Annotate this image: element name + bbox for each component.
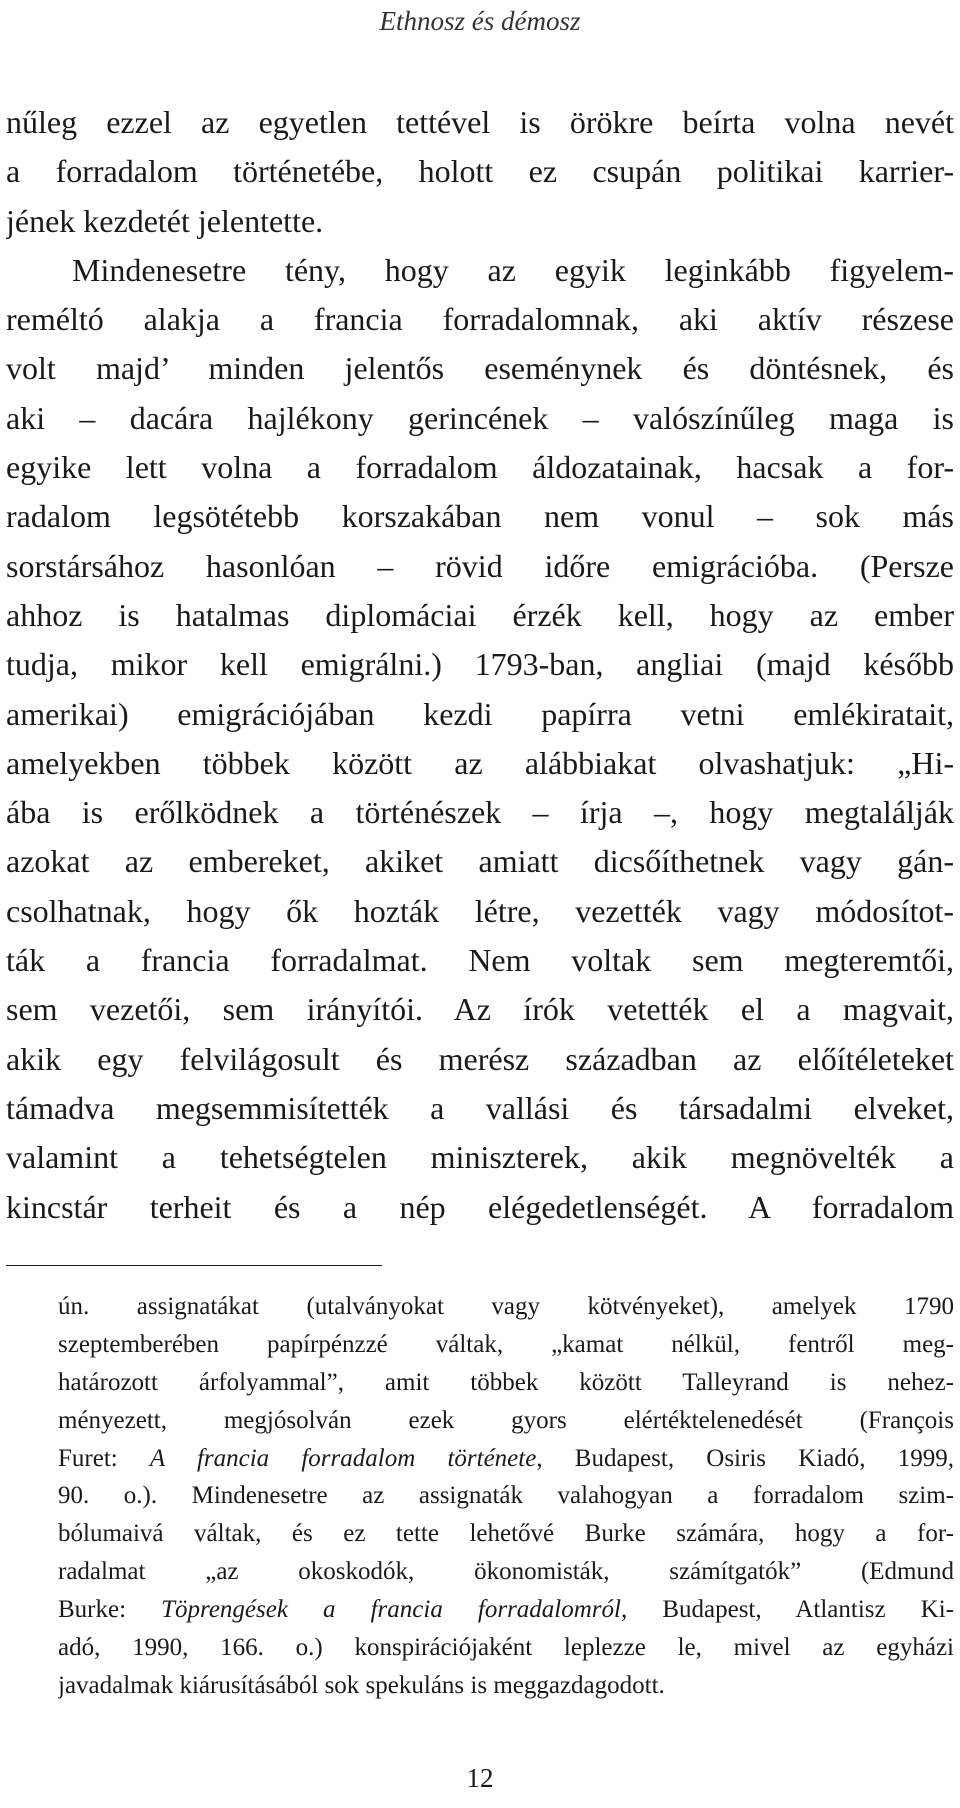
- text-line: Mindenesetre tény, hogy az egyik leginkább figyelem-: [72, 251, 954, 288]
- text-line: aki – dacára hajlékony gerincének – valószínűleg maga is: [6, 399, 954, 436]
- text-line: támadva megsemmisítették a vallási és társadalmi elveket,: [6, 1089, 954, 1126]
- text-line: amelyekben többek között az alábbiakat olvashatjuk: „Hi-: [6, 744, 954, 781]
- text-line: ába is erőlködnek a történészek – írja –, hogy megtalálják: [6, 794, 954, 831]
- footnote-line: javadalmak kiárusításából sok spekuláns is meggazdagodott.: [58, 1671, 665, 1699]
- footnote-line: ún. assignatákat (utalványokat vagy kötvényeket), amelyek 1790: [58, 1293, 954, 1320]
- running-header: Ethnosz és démosz: [379, 6, 581, 36]
- footnote: [58, 1288, 954, 1705]
- text-line: reméltó alakja a francia forradalomnak, aki aktív részese: [6, 301, 954, 338]
- text-line: egyike lett volna a forradalom áldozatainak, hacsak a for-: [6, 449, 954, 486]
- footnote-text: Burke:: [58, 1596, 162, 1624]
- footnote-line: adó, 1990, 166. o.) konspirációjaként leplezze le, mivel az egyházi: [58, 1634, 954, 1662]
- footnote-line: [58, 1591, 954, 1629]
- book-title: A francia forradalom története: [149, 1444, 537, 1472]
- text-line: csolhatnak, hogy ők hozták létre, vezették vagy módosítot-: [6, 892, 954, 929]
- page-number: 12: [466, 1763, 494, 1793]
- footnote-line: határozott árfolyammal”, amit többek között Talleyrand is nehez-: [58, 1368, 954, 1396]
- footnote-line: 90. o.). Mindenesetre az assignaták valahogyan a forradalom szim-: [58, 1482, 954, 1510]
- text-line: sorstársához hasonlóan – rövid időre emigrációba. (Persze: [6, 547, 954, 584]
- text-line: a forradalom történetébe, holott ez csupán politikai karrier-: [6, 153, 954, 190]
- main-text: [6, 98, 954, 1232]
- text-line: jének kezdetét jelentette.: [6, 202, 324, 239]
- footnote-text: , Budapest, Osiris Kiadó, 1999,: [536, 1444, 954, 1472]
- text-line: sem vezetői, sem irányítói. Az írók vetették el a magvait,: [6, 991, 954, 1028]
- text-line: radalom legsötétebb korszakában nem vonul – sok más: [6, 498, 954, 535]
- text-line: amerikai) emigrációjában kezdi papírra vetni emlékiratait,: [6, 695, 954, 732]
- text-line: ták a francia forradalmat. Nem voltak sem megteremtői,: [6, 942, 954, 979]
- footnote-line: radalmat „az okoskodók, ökonomisták, számítgatók” (Edmund: [58, 1558, 954, 1586]
- text-line: akik egy felvilágosult és merész században az előítéleteket: [6, 1040, 954, 1077]
- text-line: ahhoz is hatalmas diplomáciai érzék kell, hogy az ember: [6, 596, 954, 633]
- text-line: valamint a tehetségtelen miniszterek, akik megnövelték a: [6, 1139, 954, 1176]
- footnote-text: , Budapest, Atlantisz Ki-: [621, 1596, 954, 1624]
- book-title: Töprengések a francia forradalomról: [161, 1596, 621, 1624]
- footnote-divider: [6, 1265, 382, 1266]
- footnote-text: Furet:: [58, 1444, 150, 1472]
- text-line: nűleg ezzel az egyetlen tettével is örökre beírta volna nevét: [6, 104, 954, 140]
- text-line: tudja, mikor kell emigrálni.) 1793-ban, angliai (majd később: [6, 646, 954, 683]
- footnote-line: bólumaivá váltak, és ez tette lehetővé Burke számára, hogy a for-: [58, 1520, 954, 1548]
- text-line: volt majd’ minden jelentős eseménynek és döntésnek, és: [6, 350, 954, 387]
- footnote-line: ményezett, megjósolván ezek gyors elértéktelenedését (François: [58, 1406, 954, 1434]
- text-line: azokat az embereket, akiket amiatt dicsőíthetnek vagy gán-: [6, 843, 954, 880]
- footnote-line: szeptemberében papírpénzzé váltak, „kamat nélkül, fentről meg-: [58, 1330, 954, 1358]
- footnote-line: [58, 1440, 954, 1478]
- text-line: kincstár terheit és a nép elégedetlenségét. A forradalom: [6, 1188, 954, 1225]
